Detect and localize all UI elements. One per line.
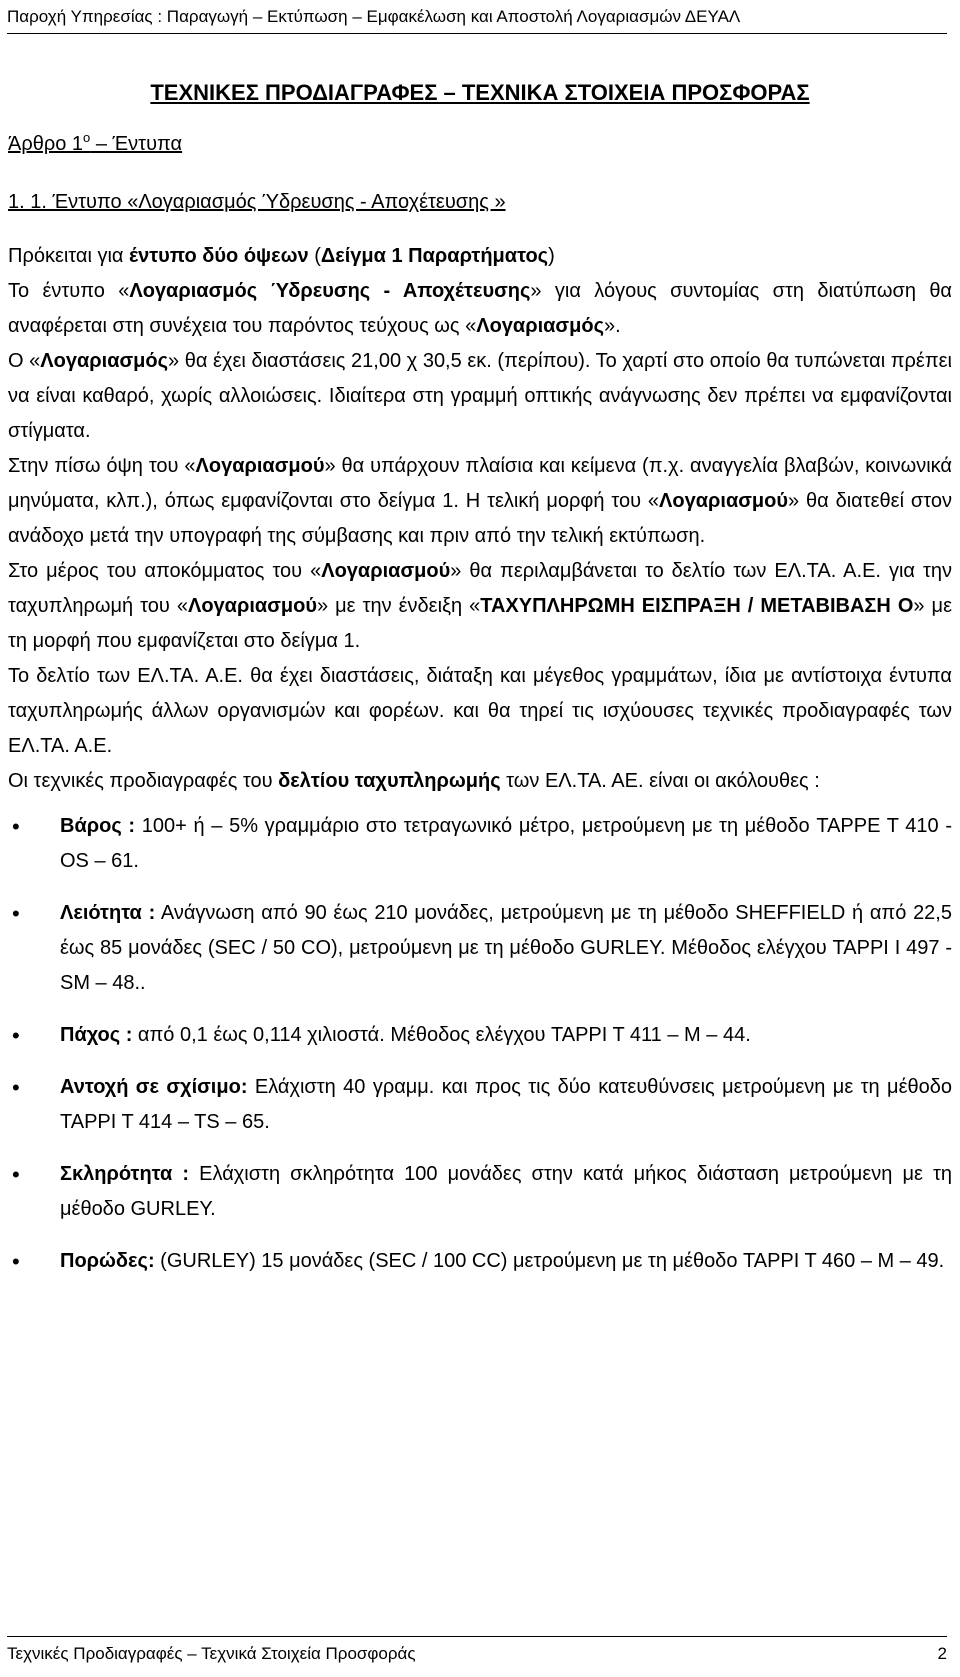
spec-text: από 0,1 έως 0,114 χιλιοστά. Μέθοδος ελέγχου TAPPI T 411 – M – 44. [132,1024,751,1046]
text-run: Στην πίσω όψη του « [8,455,196,477]
page-footer [7,1643,947,1665]
bold-run: Λογαριασμού [195,455,325,477]
document-body [8,78,952,1296]
spec-label: Αντοχή σε σχίσιμο: [60,1076,248,1098]
spec-text: 100+ ή – 5% γραμμάριο στο τετραγωνικό μέτρο, μετρούμενη με τη μέθοδο TAPPE T 410 - OS – 61. [60,815,952,872]
text-run: ( [308,245,321,267]
bold-run: Δείγμα 1 Παραρτήματος [320,245,549,267]
spec-label: Πάχος : [60,1024,133,1046]
page-header: Παροχή Υπηρεσίας : Παραγωγή – Εκτύπωση – Εμφακέλωση και Αποστολή Λογαριασμών ΔΕΥΑΛ [7,7,741,26]
spec-item-smoothness [8,896,952,1001]
paragraph-intro [8,239,952,274]
spec-item-thickness [8,1018,952,1053]
text-run: των ΕΛ.ΤΑ. ΑΕ. είναι οι ακόλουθες : [500,770,820,792]
text-run: » με τη μορφή που εμφανίζεται στο δείγμα 1. [8,595,952,652]
article-suffix: – Έντυπα [90,133,183,155]
spec-item-stiffness [8,1157,952,1227]
spec-item-porosity [8,1244,952,1279]
spec-item-tear-resistance [8,1070,952,1140]
text-run: Ο « [8,350,41,372]
bold-run: Λογαριασμός Ύδρευσης - Αποχέτευσης [129,280,531,302]
spec-text: Ανάγνωση από 90 έως 210 μονάδες, μετρούμενη με τη μέθοδο SHEFFIELD ή από 22,5 έως 85 μονάδες (SEC / 50 CO), μετρούμενη με τη μέθοδο GURLEY. Μέθοδος ελέγχου TAPPI I 497 - SM – 48.. [60,902,952,994]
bold-run: Λογαριασμού [659,490,789,512]
text-run: Οι τεχνικές προδιαγραφές του [8,770,279,792]
spec-label: Λειότητα : [60,902,156,924]
paragraph-form-name [8,274,952,344]
bold-run: Λογαριασμού [188,595,317,617]
text-run: » με την ένδειξη « [316,595,481,617]
spec-label: Πορώδες: [60,1250,155,1272]
paragraph-stub [8,554,952,659]
text-run: Πρόκειται για [8,245,130,267]
footer-title: Τεχνικές Προδιαγραφές – Τεχνικά Στοιχεία Προσφοράς [7,1644,416,1663]
section-heading: 1. 1. Έντυπο «Λογαριασμός Ύδρευσης - Αποχέτευσης » [8,191,506,213]
spec-text: Ελάχιστη 40 γραμμ. και προς τις δύο κατευθύνσεις μετρούμενη με τη μέθοδο TAPPI T 414 – TS – 65. [60,1076,952,1133]
text-run: Το έντυπο « [8,280,130,302]
bold-run: έντυπο δύο όψεων [129,245,309,267]
text-run: » θα έχει διαστάσεις 21,00 χ 30,5 εκ. (περίπου). Το χαρτί στο οποίο θα τυπώνεται πρέπει να είναι καθαρό, χωρίς αλλοιώσεις. Ιδιαίτερα στη γραμμή οπτικής ανάγνωσης δεν πρέπει να εμφανίζονται στίγματα. [8,350,952,442]
header-rule [7,33,947,34]
page-number: 2 [937,1644,947,1663]
spec-label: Σκληρότητα : [60,1163,190,1185]
paragraph-specs-intro [8,764,952,799]
paragraph-dimensions [8,344,952,449]
article-ordinal: ο [83,130,91,145]
bold-run: Λογαριασμός [476,315,604,337]
spec-item-weight [8,809,952,879]
paragraph-elta-slip: Το δελτίο των ΕΛ.ΤΑ. Α.Ε. θα έχει διαστάσεις, διάταξη και μέγεθος γραμμάτων, ίδια με αντίστοιχα έντυπα ταχυπληρωμής άλλων οργανισμών και φορέων. και θα τηρεί τις ισχύουσες τεχνικές προδιαγραφές των ΕΛ.ΤΑ. Α.Ε. [8,665,952,757]
text-run: ». [603,315,621,337]
spec-label: Βάρος : [60,815,136,837]
text-run: » θα υπάρχουν πλαίσια και κείμενα (π.χ. αναγγελία βλαβών, κοινωνικά μηνύματα, κλπ.), όπως εμφανίζονται στο δείγμα 1. Η τελική μορφή του « [8,455,952,512]
article-heading [8,129,952,159]
footer-rule [7,1636,947,1637]
bold-run: Λογαριασμού [321,560,451,582]
text-run: » θα διατεθεί στον ανάδοχο μετά την υπογραφή της σύμβασης και πριν από την τελική εκτύπωση. [8,490,953,547]
bold-run: ΤΑΧΥΠΛΗΡΩΜΗ ΕΙΣΠΡΑΞΗ / ΜΕΤΑΒΙΒΑΣΗ Ο [480,595,914,617]
paragraph-back-side [8,449,952,554]
text-run: ) [548,245,555,267]
specs-list [8,809,952,1279]
document-title: ΤΕΧΝΙΚΕΣ ΠΡΟΔΙΑΓΡΑΦΕΣ – ΤΕΧΝΙΚΑ ΣΤΟΙΧΕΙΑ ΠΡΟΣΦΟΡΑΣ [150,80,810,105]
bold-run: Λογαριασμός [40,350,169,372]
spec-text: (GURLEY) 15 μονάδες (SEC / 100 CC) μετρούμενη με τη μέθοδο TAPPI T 460 – M – 49. [154,1250,945,1272]
spec-text: Ελάχιστη σκληρότητα 100 μονάδες στην κατά μήκος διάσταση μετρούμενη με τη μέθοδο GURLEY. [60,1163,952,1220]
text-run: Στο μέρος του αποκόμματος του « [8,560,322,582]
text-run: » για λόγους συντομίας στη διατύπωση θα αναφέρεται στη συνέχεια του παρόντος τεύχους ως « [8,280,952,337]
article-prefix: Άρθρο 1 [8,133,84,155]
text-run: » θα περιλαμβάνεται το δελτίο των ΕΛ.ΤΑ. Α.Ε. για την ταχυπληρωμή του « [8,560,952,617]
bold-run: δελτίου ταχυπληρωμής [278,770,501,792]
